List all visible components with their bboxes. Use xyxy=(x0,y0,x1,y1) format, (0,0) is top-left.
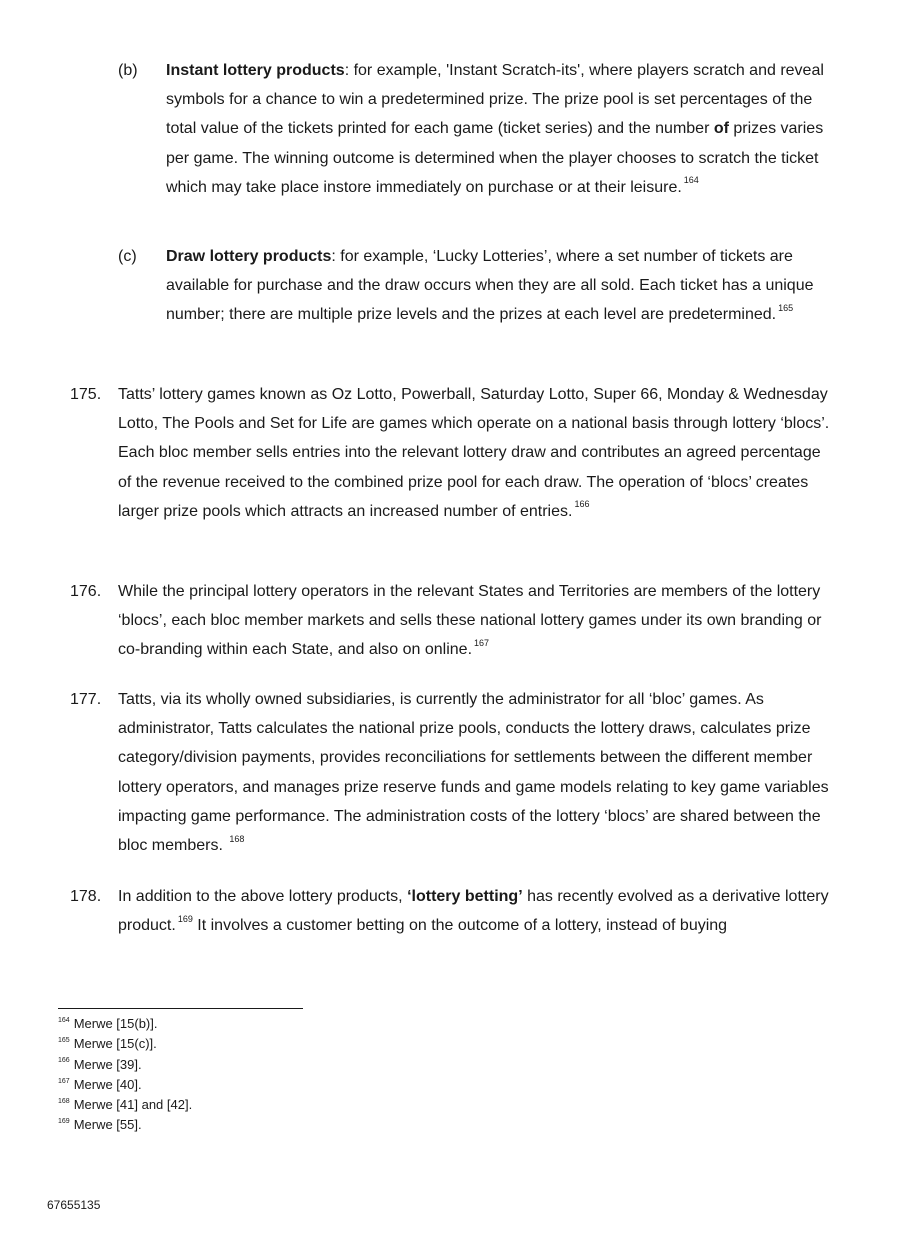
paragraph-number: 175. xyxy=(70,386,102,403)
footnote-168 xyxy=(58,1095,192,1115)
paragraph-text: While the principal lottery operators in the relevant States and Territories are members of the lottery ‘blocs’, each bloc member markets and sells these national lottery games under its own branding or co-branding within each State, and also on online. $^{167}$ xyxy=(118,583,822,659)
paragraph-text: Tatts, via its wholly owned subsidiaries, is currently the administrator for all ‘bloc’ games. As administrator, Tatts calculates the national prize pools, conducts the lottery draws, calculates prize category/division payments, provides reconciliations for settlements between the different member lottery operators, and manages prize reserve funds and game models relating to key game variables impacting game performance. The administration costs of the lottery ‘blocs’ are shared between the bloc members. $^{168}$ xyxy=(118,691,829,855)
paragraph-text: Tatts’ lottery games known as Oz Lotto, Powerball, Saturday Lotto, Super 66, Monday & Wednesday Lotto, The Pools and Set for Life are games which operate on a national basis through lottery ‘blocs’. Each bloc member sells entries into the relevant lottery draw and contributes an agreed percentage of the revenue received to the combined prize pool for each draw. The operation of ‘blocs’ creates larger prize pools which attracts an increased number of entries. $^{166}$ xyxy=(118,386,830,520)
footnote-ref[interactable]: 166 xyxy=(574,499,590,510)
footnotes xyxy=(58,1014,192,1136)
footnote-number: 165 xyxy=(58,1036,70,1044)
footnote-165 xyxy=(58,1034,192,1054)
footnote-ref[interactable]: 168 xyxy=(229,833,245,844)
paragraph-text: In addition to the above lottery products, ‘lottery betting’ has recently evolved as a derivative lottery product. $^{169}$ It involves a customer betting on the outcome of a lottery, instead of buying xyxy=(118,888,829,935)
list-item-label: (c) xyxy=(118,248,137,265)
footnote-text: Merwe [41] and [42]. xyxy=(73,1097,193,1113)
footnote-ref[interactable]: 169 xyxy=(177,913,193,924)
footnote-169 xyxy=(58,1115,192,1135)
paragraph-number: 176. xyxy=(70,583,102,600)
footnote-text: Merwe [40]. xyxy=(73,1076,142,1092)
footnote-separator xyxy=(58,1008,303,1009)
footnote-text: Merwe [15(b)]. xyxy=(73,1016,158,1031)
list-item-label: (b) xyxy=(118,62,138,79)
footnote-text: Merwe [55]. xyxy=(73,1117,142,1133)
footnote-ref[interactable]: 165 xyxy=(778,303,794,314)
footnote-ref[interactable]: 164 xyxy=(683,175,699,186)
footnote-167 xyxy=(58,1075,192,1095)
list-item-text: Draw lottery products: for example, ‘Lucky Lotteries’, where a set number of tickets are available for purchase and the draw occurs when they are all sold. Each ticket has a unique number; there are multiple prize levels and the prizes at each level are predetermined. $^{165}$ xyxy=(166,248,814,324)
footnote-number: 169 xyxy=(58,1118,70,1126)
paragraph-number: 178. xyxy=(70,888,102,905)
footnote-text: Merwe [15(c)]. xyxy=(73,1036,157,1052)
defined-term: ‘lottery betting’ xyxy=(407,888,523,905)
footnote-166 xyxy=(58,1055,192,1075)
document-id: 67655135 xyxy=(47,1198,101,1212)
footnote-text: Merwe [39]. xyxy=(73,1056,142,1072)
list-item-text: Instant lottery products: for example, 'Instant Scratch-its', where players scratch and reveal symbols for a chance to win a predetermined prize. The prize pool is set percentages of the total value of the tickets printed for each game (ticket series) and the number of prizes varies per game. The winning outcome is determined when the player chooses to scratch the ticket which may take place instore immediately on purchase or at their leisure. $^{164}$ xyxy=(166,62,824,196)
emphasis: of xyxy=(713,120,729,138)
defined-term: Instant lottery products xyxy=(166,62,345,79)
footnote-number: 164 xyxy=(58,1016,70,1024)
paragraph-number: 177. xyxy=(70,691,102,708)
defined-term: Draw lottery products xyxy=(166,248,332,265)
footnote-ref[interactable]: 167 xyxy=(474,638,490,649)
footnote-number: 166 xyxy=(58,1057,70,1065)
footnote-number: 167 xyxy=(58,1077,70,1085)
footnote-164 xyxy=(58,1014,192,1034)
footnote-number: 168 xyxy=(58,1097,70,1105)
